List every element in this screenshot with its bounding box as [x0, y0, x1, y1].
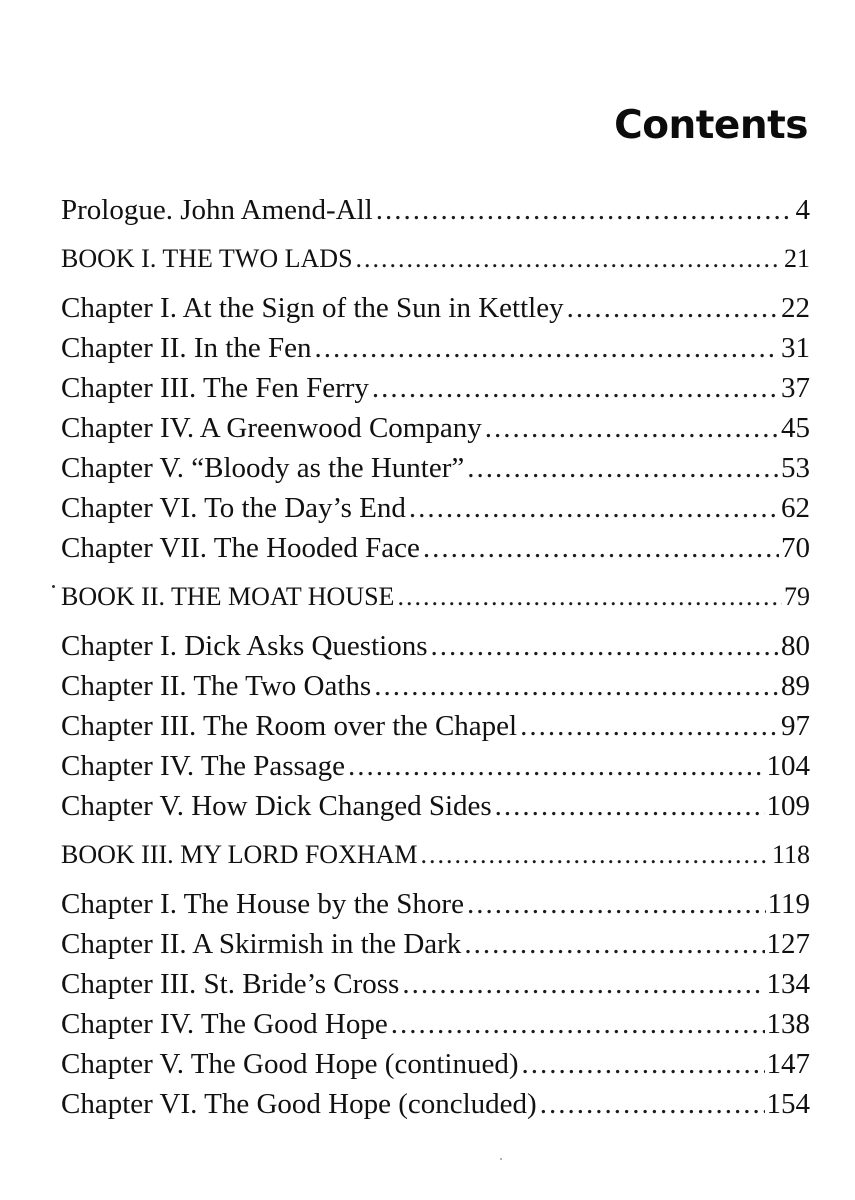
toc-entry-label: Chapter I. Dick Asks Questions	[61, 630, 428, 662]
toc-page-number: 37	[781, 372, 810, 404]
toc-chapter-entry	[61, 448, 810, 488]
toc-chapter-entry	[61, 964, 810, 1004]
toc-chapter-entry	[61, 408, 810, 448]
dot-leader	[391, 1004, 765, 1044]
toc-page-number: 21	[784, 244, 810, 273]
toc-page-number: 62	[781, 492, 810, 524]
toc-chapter-entry	[61, 1044, 810, 1084]
toc-entry-label: Chapter V. The Good Hope (continued)	[61, 1048, 519, 1080]
table-of-contents	[61, 190, 810, 1124]
toc-entry-label: Chapter IV. The Good Hope	[61, 1008, 388, 1040]
dot-leader	[521, 1044, 764, 1084]
toc-entry-label: Chapter I. At the Sign of the Sun in Kettley	[61, 292, 564, 324]
toc-entry-label: Chapter III. The Room over the Chapel	[61, 710, 518, 742]
toc-page-number: 109	[766, 790, 810, 822]
toc-entry-label: BOOK II. THE MOAT HOUSE	[61, 582, 395, 611]
toc-chapter-entry	[61, 1004, 810, 1044]
toc-chapter-entry	[61, 368, 810, 408]
dot-leader	[520, 706, 779, 746]
dot-leader	[314, 328, 779, 368]
toc-page-number: 31	[781, 332, 810, 364]
dot-leader	[423, 528, 779, 568]
dot-leader	[348, 746, 764, 786]
toc-entry-label: Prologue. John Amend-All	[61, 194, 373, 226]
toc-page-number: 97	[781, 710, 810, 742]
toc-chapter-entry	[61, 488, 810, 528]
dot-leader	[372, 368, 779, 408]
dot-leader	[567, 288, 779, 328]
toc-chapter-entry	[61, 626, 810, 666]
print-speck	[52, 585, 55, 588]
toc-entry-label: Chapter IV. A Greenwood Company	[61, 412, 482, 444]
dot-leader	[464, 924, 764, 964]
toc-chapter-entry	[61, 706, 810, 746]
toc-book-heading	[61, 239, 810, 279]
toc-entry-label: Chapter II. The Two Oaths	[61, 670, 372, 702]
dot-leader	[409, 488, 779, 528]
toc-page-number: 89	[781, 670, 810, 702]
toc-chapter-entry	[61, 884, 810, 924]
toc-entry-label: Chapter II. A Skirmish in the Dark	[61, 928, 462, 960]
toc-chapter-entry	[61, 528, 810, 568]
toc-chapter-entry	[61, 328, 810, 368]
toc-page-number: 118	[771, 840, 810, 869]
toc-page-number: 119	[767, 888, 810, 920]
toc-book-heading	[61, 835, 810, 875]
toc-page-number: 79	[784, 582, 810, 611]
toc-entry-label: Chapter VI. To the Day’s End	[61, 492, 406, 524]
toc-entry-label: Chapter V. How Dick Changed Sides	[61, 790, 492, 822]
toc-page-number: 134	[766, 968, 810, 1000]
toc-prologue-entry	[61, 190, 810, 230]
dot-leader	[495, 786, 765, 826]
toc-page-number: 147	[766, 1048, 810, 1080]
dot-leader	[421, 835, 770, 875]
dot-leader	[467, 448, 779, 488]
toc-page-number: 70	[781, 532, 810, 564]
toc-page-number: 127	[766, 928, 810, 960]
toc-page-number: 154	[766, 1088, 810, 1120]
toc-entry-label: Chapter IV. The Passage	[61, 750, 346, 782]
toc-page-number: 45	[781, 412, 810, 444]
toc-entry-label: Chapter II. In the Fen	[61, 332, 312, 364]
dot-leader	[431, 626, 780, 666]
toc-chapter-entry	[61, 746, 810, 786]
toc-entry-label: BOOK I. THE TWO LADS	[61, 244, 353, 273]
toc-page-number: 22	[781, 292, 810, 324]
toc-entry-label: Chapter III. St. Bride’s Cross	[61, 968, 400, 1000]
toc-page-number: 53	[781, 452, 810, 484]
print-speck	[500, 1158, 502, 1160]
toc-page-number: 80	[781, 630, 810, 662]
toc-entry-label: Chapter III. The Fen Ferry	[61, 372, 369, 404]
dot-leader	[402, 964, 764, 1004]
toc-entry-label: BOOK III. MY LORD FOXHAM	[61, 840, 418, 869]
dot-leader	[374, 666, 779, 706]
dot-leader	[540, 1084, 765, 1124]
toc-chapter-entry	[61, 924, 810, 964]
dot-leader	[397, 577, 782, 617]
dot-leader	[376, 190, 794, 230]
toc-chapter-entry	[61, 786, 810, 826]
page-title: Contents	[614, 103, 808, 148]
dot-leader	[485, 408, 779, 448]
toc-book-heading	[61, 577, 810, 617]
toc-entry-label: Chapter VII. The Hooded Face	[61, 532, 420, 564]
toc-page-number: 4	[795, 194, 810, 226]
toc-entry-label: Chapter I. The House by the Shore	[61, 888, 464, 920]
toc-page-number: 104	[766, 750, 810, 782]
dot-leader	[356, 239, 782, 279]
toc-page-number: 138	[766, 1008, 810, 1040]
toc-entry-label: Chapter VI. The Good Hope (concluded)	[61, 1088, 537, 1120]
toc-chapter-entry	[61, 1084, 810, 1124]
toc-entry-label: Chapter V. “Bloody as the Hunter”	[61, 452, 465, 484]
dot-leader	[467, 884, 766, 924]
toc-chapter-entry	[61, 288, 810, 328]
toc-chapter-entry	[61, 666, 810, 706]
